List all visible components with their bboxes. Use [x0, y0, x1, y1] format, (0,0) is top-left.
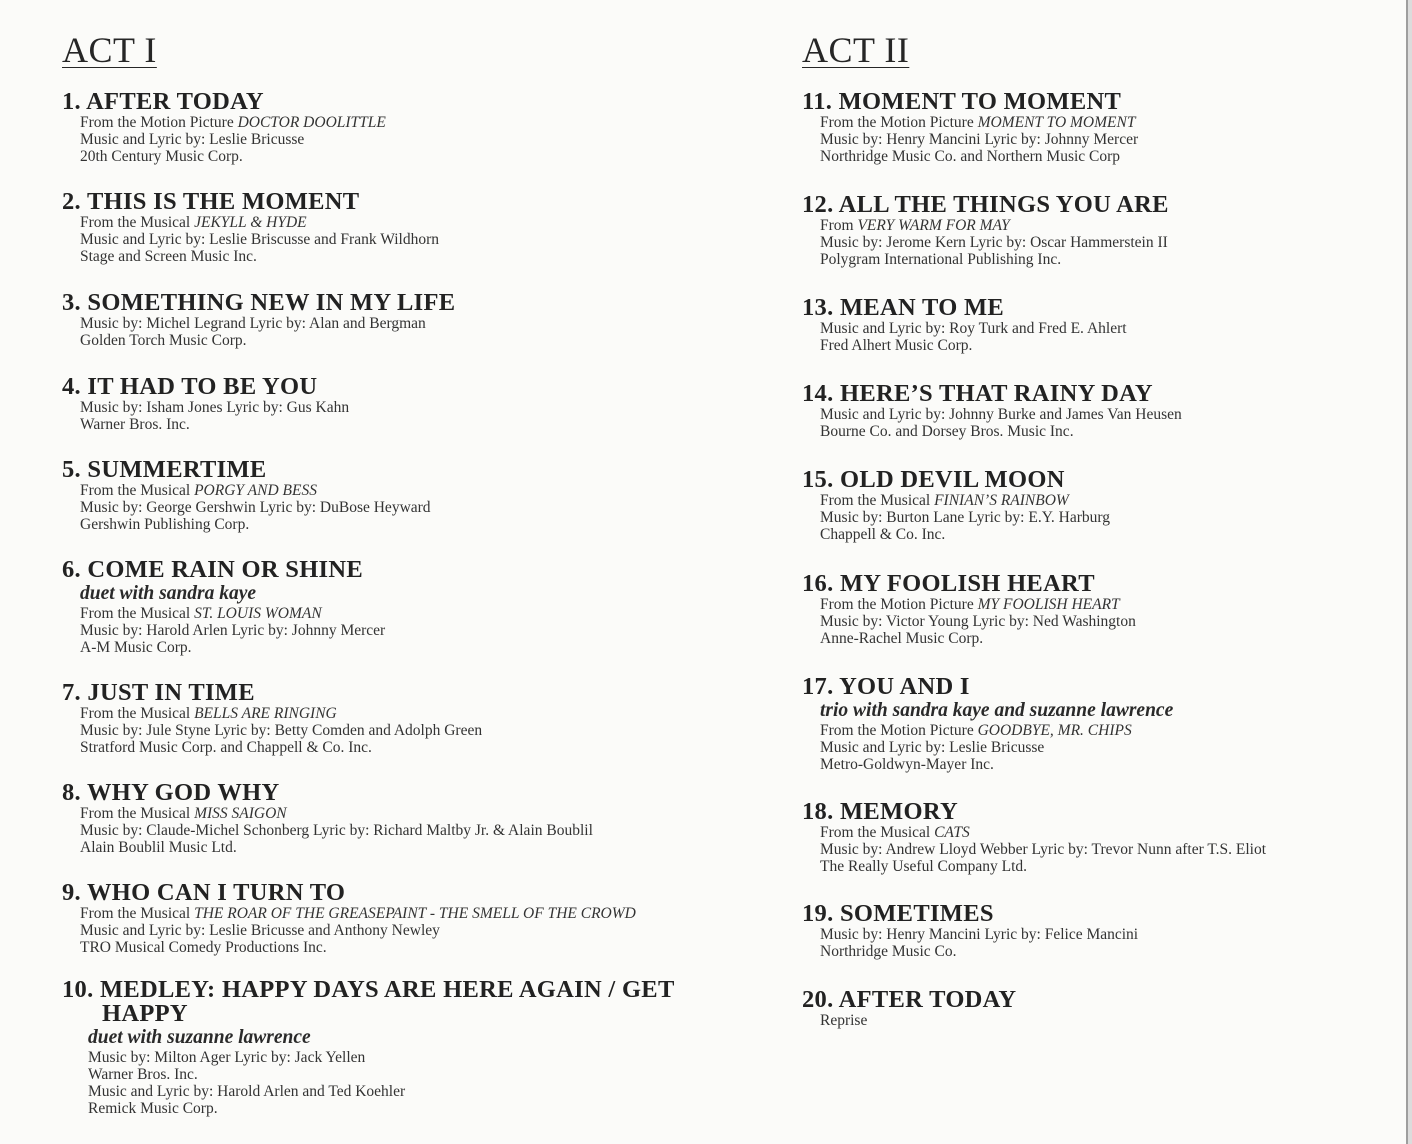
- track-number: 14.: [802, 380, 834, 407]
- track-number: 4.: [62, 373, 81, 400]
- track-details: [80, 705, 742, 756]
- source-title: CATS: [934, 824, 970, 841]
- source-line: [80, 905, 742, 922]
- source-line: [80, 482, 742, 499]
- track-title: [802, 800, 1402, 824]
- track-title: [62, 458, 742, 482]
- track-number: 18.: [802, 798, 834, 825]
- source-title: MY FOOLISH HEART: [977, 596, 1120, 613]
- performer-note: duet with suzanne lawrence: [88, 1027, 311, 1048]
- track-number: 1.: [62, 88, 81, 115]
- credits-line: Music by: Claude-Michel Schonberg Lyric by: Richard Maltby Jr. & Alain Boublil: [80, 822, 593, 839]
- source-line: [80, 605, 742, 622]
- track-title: [62, 90, 742, 114]
- track-name: MOMENT TO MOMENT: [838, 88, 1122, 115]
- publisher-line: Golden Torch Music Corp.: [80, 332, 247, 349]
- source-line: [820, 217, 1402, 234]
- credits-line: Music and Lyric by: Leslie Bricusse and Anthony Newley: [80, 922, 440, 939]
- credits-line: Music and Lyric by: Johnny Burke and James Van Heusen: [820, 406, 1182, 423]
- track-name: WHO CAN I TURN TO: [86, 879, 346, 906]
- credits-line: Music by: Henry Mancini Lyric by: Felice Mancini: [820, 926, 1139, 943]
- credits-line: Music and Lyric by: Leslie Bricusse: [820, 739, 1045, 756]
- publisher-line: Bourne Co. and Dorsey Bros. Music Inc.: [820, 423, 1074, 440]
- source-title: GOODBYE, MR. CHIPS: [977, 722, 1132, 739]
- track-number: 20.: [802, 986, 834, 1013]
- track-11: [802, 90, 1402, 165]
- track-name: ALL THE THINGS YOU ARE: [838, 191, 1169, 218]
- track-title: [802, 296, 1402, 320]
- track-name: JUST IN TIME: [87, 679, 255, 706]
- publisher-line: 20th Century Music Corp.: [80, 148, 243, 165]
- credits-line: Music by: George Gershwin Lyric by: DuBose Heyward: [80, 499, 431, 516]
- track-note: Reprise: [820, 1012, 868, 1029]
- track-9: [62, 881, 742, 956]
- source-prefix: From the Motion Picture: [820, 596, 978, 613]
- track-title: [802, 675, 1402, 699]
- publisher-line: Fred Alhert Music Corp.: [820, 337, 973, 354]
- source-title: VERY WARM FOR MAY: [857, 217, 1010, 234]
- track-title: [62, 978, 742, 1002]
- source-line: [80, 214, 742, 231]
- page-edge-line: [1406, 0, 1408, 1144]
- track-number: 15.: [802, 466, 834, 493]
- source-title: PORGY AND BESS: [194, 482, 317, 499]
- track-1: [62, 90, 742, 165]
- track-details: [80, 583, 742, 656]
- track-title: [802, 572, 1402, 596]
- track-name: SOMETIMES: [839, 900, 994, 927]
- credits-line: Music by: Burton Lane Lyric by: E.Y. Harburg: [820, 509, 1111, 526]
- track-details: [820, 217, 1402, 268]
- track-number: 19.: [802, 900, 834, 927]
- track-title: [802, 382, 1402, 406]
- track-name: AFTER TODAY: [86, 88, 264, 115]
- track-name: IT HAD TO BE YOU: [87, 373, 318, 400]
- credits-line: Music by: Isham Jones Lyric by: Gus Kahn: [80, 399, 350, 416]
- track-details: [820, 114, 1402, 165]
- track-19: [802, 902, 1402, 960]
- track-number: 6.: [62, 556, 81, 583]
- track-details: [820, 320, 1402, 354]
- track-details: [820, 1012, 1402, 1029]
- track-18: [802, 800, 1402, 875]
- track-name: MEAN TO ME: [839, 294, 1005, 321]
- track-3: [62, 291, 742, 349]
- performer-note: duet with sandra kaye: [80, 583, 257, 604]
- credits-line: Music and Lyric by: Leslie Bricusse: [80, 131, 305, 148]
- track-title-line-2: HAPPY: [102, 1000, 188, 1027]
- track-number: 7.: [62, 679, 81, 706]
- track-title: [62, 881, 742, 905]
- credits-line: Music by: Harold Arlen Lyric by: Johnny Mercer: [80, 622, 386, 639]
- act-2-heading: ACT II: [802, 30, 910, 70]
- source-line: [80, 805, 742, 822]
- track-14: [802, 382, 1402, 440]
- track-number: 17.: [802, 673, 834, 700]
- credits-line: Music by: Jule Styne Lyric by: Betty Comden and Adolph Green: [80, 722, 483, 739]
- track-name: COME RAIN OR SHINE: [87, 556, 364, 583]
- track-13: [802, 296, 1402, 354]
- track-title: [62, 291, 742, 315]
- credits-line: Music by: Michel Legrand Lyric by: Alan and Bergman: [80, 315, 426, 332]
- track-title: [802, 468, 1402, 492]
- track-number: 11.: [802, 88, 833, 115]
- publisher-line: Warner Bros. Inc.: [80, 416, 190, 433]
- credits-line: Music by: Victor Young Lyric by: Ned Washington: [820, 613, 1136, 630]
- source-prefix: From the Musical: [80, 482, 195, 499]
- track-title: [62, 681, 742, 705]
- credits-line: Music by: Andrew Lloyd Webber Lyric by: Trevor Nunn after T.S. Eliot: [820, 841, 1267, 858]
- track-name: AFTER TODAY: [838, 986, 1017, 1013]
- source-prefix: From the Musical: [80, 905, 195, 922]
- source-title: FINIAN’S RAINBOW: [934, 492, 1069, 509]
- source-line: [820, 722, 1402, 739]
- track-details: [820, 926, 1402, 960]
- track-name: OLD DEVIL MOON: [839, 466, 1065, 493]
- track-details: [80, 905, 742, 956]
- page-edge-shade: [1408, 0, 1412, 1144]
- track-details: [820, 492, 1402, 543]
- publisher-line: Stage and Screen Music Inc.: [80, 248, 257, 265]
- track-16: [802, 572, 1402, 647]
- credits-line: Music and Lyric by: Harold Arlen and Ted Koehler: [88, 1083, 406, 1100]
- track-name: MEMORY: [839, 798, 958, 825]
- track-20: [802, 988, 1402, 1029]
- track-details: [80, 482, 742, 533]
- publisher-line: Chappell & Co. Inc.: [820, 526, 946, 543]
- performer-note: trio with sandra kaye and suzanne lawrence: [820, 700, 1174, 721]
- source-title: MOMENT TO MOMENT: [977, 114, 1136, 131]
- credits-line: Music and Lyric by: Roy Turk and Fred E. Ahlert: [820, 320, 1127, 337]
- track-title: [802, 902, 1402, 926]
- track-number: 13.: [802, 294, 834, 321]
- act-1-heading: ACT I: [62, 30, 157, 70]
- track-details: [820, 700, 1402, 773]
- publisher-line: Alain Boublil Music Ltd.: [80, 839, 237, 856]
- publisher-line: Stratford Music Corp. and Chappell & Co. Inc.: [80, 739, 372, 756]
- source-prefix: From the Musical: [820, 824, 935, 841]
- track-number: 3.: [62, 289, 81, 316]
- credits-line: Music by: Jerome Kern Lyric by: Oscar Hammerstein II: [820, 234, 1168, 251]
- credits-line: Music by: Milton Ager Lyric by: Jack Yellen: [88, 1049, 366, 1066]
- source-prefix: From the Musical: [80, 705, 195, 722]
- publisher-line: Northridge Music Co. and Northern Music Corp: [820, 148, 1121, 165]
- track-number: 8.: [62, 779, 81, 806]
- publisher-line: TRO Musical Comedy Productions Inc.: [80, 939, 327, 956]
- track-title: [62, 375, 742, 399]
- source-line: [80, 705, 742, 722]
- track-12: [802, 193, 1402, 268]
- track-details: [88, 1027, 742, 1117]
- publisher-line: Warner Bros. Inc.: [88, 1066, 198, 1083]
- track-8: [62, 781, 742, 856]
- publisher-line: Polygram International Publishing Inc.: [820, 251, 1062, 268]
- track-name: MY FOOLISH HEART: [839, 570, 1095, 597]
- track-name: SUMMERTIME: [87, 456, 267, 483]
- track-15: [802, 468, 1402, 543]
- track-name: HERE’S THAT RAINY DAY: [839, 380, 1153, 407]
- track-details: [80, 399, 742, 433]
- track-number: 16.: [802, 570, 834, 597]
- track-number: 10.: [62, 976, 94, 1003]
- source-line: [820, 114, 1402, 131]
- publisher-line: Metro-Goldwyn-Mayer Inc.: [820, 756, 994, 773]
- source-title: MISS SAIGON: [194, 805, 287, 822]
- source-title: ST. LOUIS WOMAN: [194, 605, 322, 622]
- track-7: [62, 681, 742, 756]
- track-name: WHY GOD WHY: [86, 779, 280, 806]
- source-prefix: From the Musical: [80, 805, 195, 822]
- track-details: [80, 114, 742, 165]
- track-details: [80, 214, 742, 265]
- source-line: [80, 114, 742, 131]
- track-details: [820, 824, 1402, 875]
- track-number: 9.: [62, 879, 81, 906]
- source-prefix: From the Musical: [820, 492, 935, 509]
- track-6: [62, 558, 742, 656]
- track-17: [802, 675, 1402, 773]
- source-prefix: From the Musical: [80, 605, 195, 622]
- publisher-line: Remick Music Corp.: [88, 1100, 218, 1117]
- track-4: [62, 375, 742, 433]
- source-prefix: From the Motion Picture: [80, 114, 238, 131]
- track-name: YOU AND I: [839, 673, 970, 700]
- source-line: [820, 492, 1402, 509]
- track-title: [802, 988, 1402, 1012]
- track-title: [62, 190, 742, 214]
- track-details: [80, 805, 742, 856]
- source-title: THE ROAR OF THE GREASEPAINT - THE SMELL OF THE CROWD: [194, 905, 636, 922]
- source-prefix: From: [820, 217, 858, 234]
- track-details: [80, 315, 742, 349]
- credits-line: Music and Lyric by: Leslie Briscusse and Frank Wildhorn: [80, 231, 439, 248]
- track-details: [820, 406, 1402, 440]
- source-title: BELLS ARE RINGING: [194, 705, 337, 722]
- track-name: THIS IS THE MOMENT: [86, 188, 360, 215]
- track-number: 5.: [62, 456, 81, 483]
- track-number: 12.: [802, 191, 834, 218]
- source-title: DOCTOR DOOLITTLE: [237, 114, 386, 131]
- source-title: JEKYLL & HYDE: [194, 214, 307, 231]
- track-title: [62, 781, 742, 805]
- publisher-line: Northridge Music Co.: [820, 943, 957, 960]
- track-name: SOMETHING NEW IN MY LIFE: [87, 289, 456, 316]
- publisher-line: The Really Useful Company Ltd.: [820, 858, 1028, 875]
- track-title: [802, 90, 1402, 114]
- source-line: [820, 824, 1402, 841]
- publisher-line: Gershwin Publishing Corp.: [80, 516, 250, 533]
- track-title: [62, 558, 742, 582]
- publisher-line: Anne-Rachel Music Corp.: [820, 630, 984, 647]
- track-2: [62, 190, 742, 265]
- act-2-column: [802, 30, 1402, 1029]
- source-prefix: From the Motion Picture: [820, 114, 978, 131]
- track-10: [62, 978, 742, 1117]
- act-1-column: [62, 30, 742, 1117]
- track-number: 2.: [62, 188, 81, 215]
- source-line: [820, 596, 1402, 613]
- track-5: [62, 458, 742, 533]
- source-prefix: From the Motion Picture: [820, 722, 978, 739]
- track-title-line-1: MEDLEY: HAPPY DAYS ARE HERE AGAIN / GET: [99, 976, 675, 1003]
- track-title: [802, 193, 1402, 217]
- track-details: [820, 596, 1402, 647]
- source-prefix: From the Musical: [80, 214, 195, 231]
- credits-line: Music by: Henry Mancini Lyric by: Johnny Mercer: [820, 131, 1139, 148]
- publisher-line: A-M Music Corp.: [80, 639, 192, 656]
